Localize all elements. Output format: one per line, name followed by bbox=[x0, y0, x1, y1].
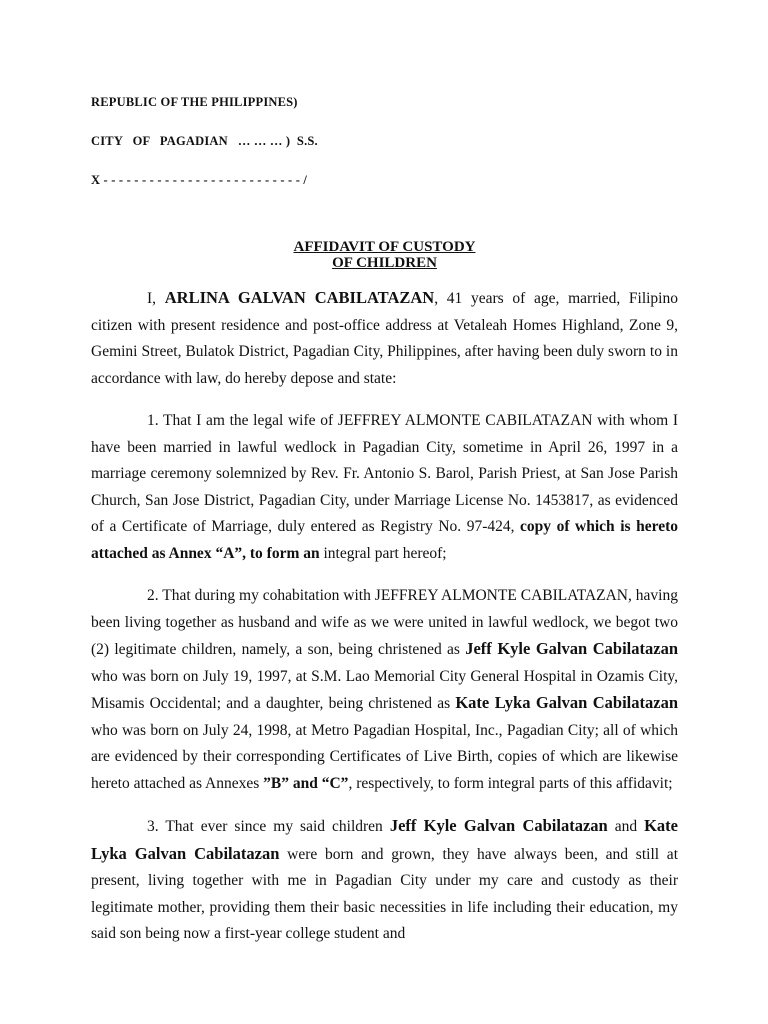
daughter-name: Kate Lyka Galvan Cabilatazan bbox=[91, 816, 678, 863]
intro-pre: I, bbox=[147, 290, 165, 307]
title-line-2: OF CHILDREN bbox=[332, 255, 437, 271]
paragraph-2-text-3: who was born on July 24, 1998, at Metro Pagadian Hospital, Inc., Pagadian City; all of which are evidenced by their corresponding Certificates of Live Birth, copies of which are likewise hereto attached as Annexes bbox=[91, 721, 678, 792]
paragraph-2 bbox=[91, 583, 678, 797]
paragraph-3-text-3: were born and grown, they have always been, and still at present, living together with me in Pagadian City under my care and custody as their legitimate mother, providing them their basic necessities in life including their education, my said son being now a first-year college student and bbox=[91, 845, 678, 942]
paragraph-3-text-2: and bbox=[607, 818, 645, 835]
paragraph-2-text-5: , respectively, to form integral parts of this affidavit; bbox=[348, 774, 673, 792]
paragraph-1 bbox=[91, 408, 678, 567]
paragraph-2-text-1: 2. That during my cohabitation with JEFFREY ALMONTE CABILATAZAN, having been living together as husband and wife as we were united in lawful wedlock, we begot two (2) legitimate children, namely, a son, being christened as bbox=[91, 587, 678, 658]
paragraph-3 bbox=[91, 813, 678, 948]
affiant-name: ARLINA GALVAN CABILATAZAN bbox=[164, 288, 435, 307]
son-name: Jeff Kyle Galvan Cabilatazan bbox=[389, 816, 608, 835]
caption-divider-line: X - - - - - - - - - - - - - - - - - - - - - - - - - - / bbox=[91, 173, 308, 187]
intro-body: , 41 years of age, married, Filipino citizen with present residence and post-office address at Vetaleah Homes Highland, Zone 9, Gemini Street, Bulatok District, Pagadian City, Philippines, after having been duly sworn to in accordance with law, do hereby depose and state: bbox=[91, 290, 678, 387]
paragraph-2-text-2: who was born on July 19, 1997, at S.M. Lao Memorial City General Hospital in Ozamis City, Misamis Occidental; and a daughter, being christened as bbox=[91, 667, 678, 712]
paragraph-1-tail: integral part hereof; bbox=[319, 544, 447, 562]
paragraph-1-annex-a: copy of which is hereto attached as Annex “A”, to form an bbox=[91, 518, 678, 562]
annex-b-label: ”B” bbox=[263, 774, 289, 792]
caption-republic-line: REPUBLIC OF THE PHILIPPINES) bbox=[91, 95, 298, 109]
paragraph-1-text: 1. That I am the legal wife of JEFFREY ALMONTE CABILATAZAN with whom I have been married in lawful wedlock in Pagadian City, sometime in April 26, 1997 in a marriage ceremony solemnized by Rev. Fr. Antonio S. Barol, Parish Priest, at San Jose Parish Church, San Jose District, Pagadian City, under Marriage License No. 1453817, as evidenced of a Certificate of Marriage, duly entered as Registry No. 97-424, bbox=[91, 412, 678, 535]
annex-c-label: and “C” bbox=[292, 774, 349, 792]
title-line-1: AFFIDAVIT OF CUSTODY bbox=[293, 239, 476, 255]
caption-city-line: CITY OF PAGADIAN … … … ) S.S. bbox=[91, 134, 318, 148]
intro-paragraph bbox=[91, 285, 678, 392]
son-name: Jeff Kyle Galvan Cabilatazan bbox=[465, 639, 678, 658]
venue-caption bbox=[91, 70, 678, 213]
document-title bbox=[91, 239, 678, 271]
paragraph-3-text-1: 3. That ever since my said children bbox=[147, 818, 390, 835]
daughter-name: Kate Lyka Galvan Cabilatazan bbox=[455, 693, 678, 712]
